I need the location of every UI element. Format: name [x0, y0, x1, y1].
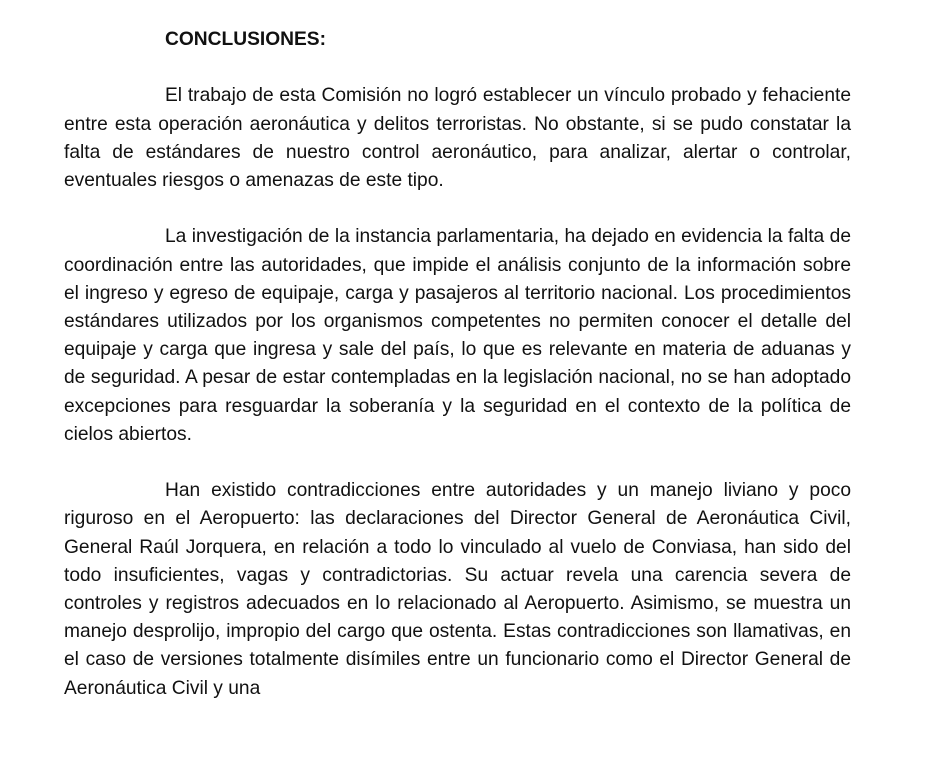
section-heading: CONCLUSIONES:: [165, 29, 326, 50]
paragraph-3: Han existido contradicciones entre autoridades y un manejo liviano y poco riguroso en el Aeropuerto: las declaraciones del Director General de Aeronáutica Civil, General Raúl Jorquera, en relación a todo lo vinculado al vuelo de Conviasa, han sido del todo insuficientes, vagas y contradictorias. Su actuar revela una carencia severa de controles y registros adecuados en lo relacionado al Aeropuerto. Asimismo, se muestra un manejo desprolijo, impropio del cargo que ostenta. Estas contradicciones son llamativas, en el caso de versiones totalmente disímiles entre un funcionario como el Director General de Aeronáutica Civil y una: [64, 480, 851, 699]
paragraph-2: La investigación de la instancia parlamentaria, ha dejado en evidencia la falta de coordinación entre las autoridades, que impide el análisis conjunto de la información sobre el ingreso y egreso de equipaje, carga y pasajeros al territorio nacional. Los procedimientos estándares utilizados por los organismos competentes no permiten conocer el detalle del equipaje y carga que ingresa y sale del país, lo que es relevante en materia de aduanas y de seguridad. A pesar de estar contempladas en la legislación nacional, no se han adoptado excepciones para resguardar la soberanía y la seguridad en el contexto de la política de cielos abiertos.: [64, 226, 851, 445]
document-page: [64, 26, 851, 703]
paragraph-1: El trabajo de esta Comisión no logró establecer un vínculo probado y fehaciente entre esta operación aeronáutica y delitos terroristas. No obstante, si se pudo constatar la falta de estándares de nuestro control aeronáutico, para analizar, alertar o controlar, eventuales riesgos o amenazas de este tipo.: [64, 85, 851, 191]
